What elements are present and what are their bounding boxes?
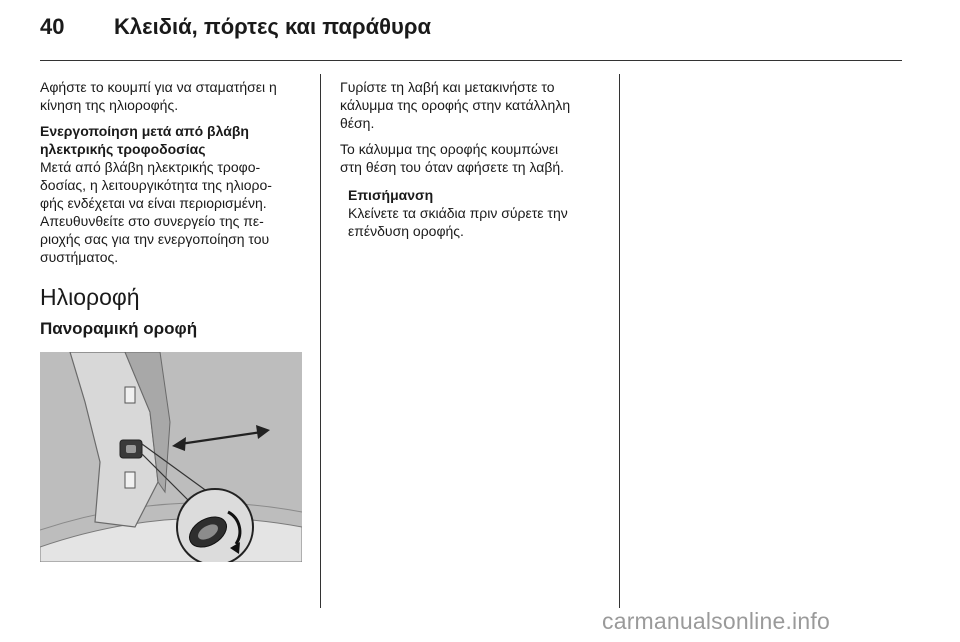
paragraph-line: Μετά από βλάβη ηλεκτρικής τροφο- [40,159,261,175]
watermark: carmanualsonline.info [602,608,830,634]
paragraph-line: στη θέση του όταν αφήσετε τη λαβή. [340,159,565,175]
power-failure-subheading [40,122,310,158]
latch-paragraph [340,140,612,176]
trim-clip [125,472,135,488]
intro-paragraph: Αφήστε το κουμπί για να σταματήσει η κίνηση της ηλιοροφής. [40,79,277,113]
paragraph-line: Γυρίστε τη λαβή και μετακινήστε το [340,79,555,95]
handle-small-grip [126,445,136,453]
page-header [40,14,431,48]
paragraph-line: θέση. [340,115,375,131]
note-title: Επισήμανση [348,187,434,203]
paragraph-line: Το κάλυμμα της οροφής κουμπώνει [340,141,559,157]
instruction-paragraph [340,78,612,132]
column-divider-left [320,74,321,608]
paragraph-line: κάλυμμα της οροφής στην κατάλληλη [340,97,571,113]
note-line: επένδυση οροφής. [348,223,464,239]
column-divider-right [619,74,620,608]
paragraph-line: φής ενδέχεται να είναι περιορισμένη. [40,195,267,211]
left-column [40,78,310,562]
paragraph-line: συστήματος. [40,249,119,265]
page-number: 40 [40,14,65,39]
middle-column [340,78,612,240]
trim-clip [125,387,135,403]
roof-cover-handle-illustration [40,352,302,562]
paragraph-line: ριοχής σας για την ενεργοποίηση του [40,231,270,247]
paragraph-line: Απευθυνθείτε στο συνεργείο της πε- [40,213,264,229]
subsection-heading: Πανοραμική οροφή [40,319,198,338]
header-rule [40,60,902,61]
section-heading: Ηλιοροφή [40,284,140,310]
subheading-line: Ενεργοποίηση μετά από βλάβη [40,123,249,139]
note-block [340,186,612,240]
chapter-title: Κλειδιά, πόρτες και παράθυρα [114,14,431,39]
paragraph-line: δοσίας, η λειτουργικότητα της ηλιορο- [40,177,272,193]
subheading-line: ηλεκτρικής τροφοδοσίας [40,141,206,157]
note-line: Κλείνετε τα σκιάδια πριν σύρετε την [348,205,568,221]
power-failure-paragraph [40,158,310,266]
